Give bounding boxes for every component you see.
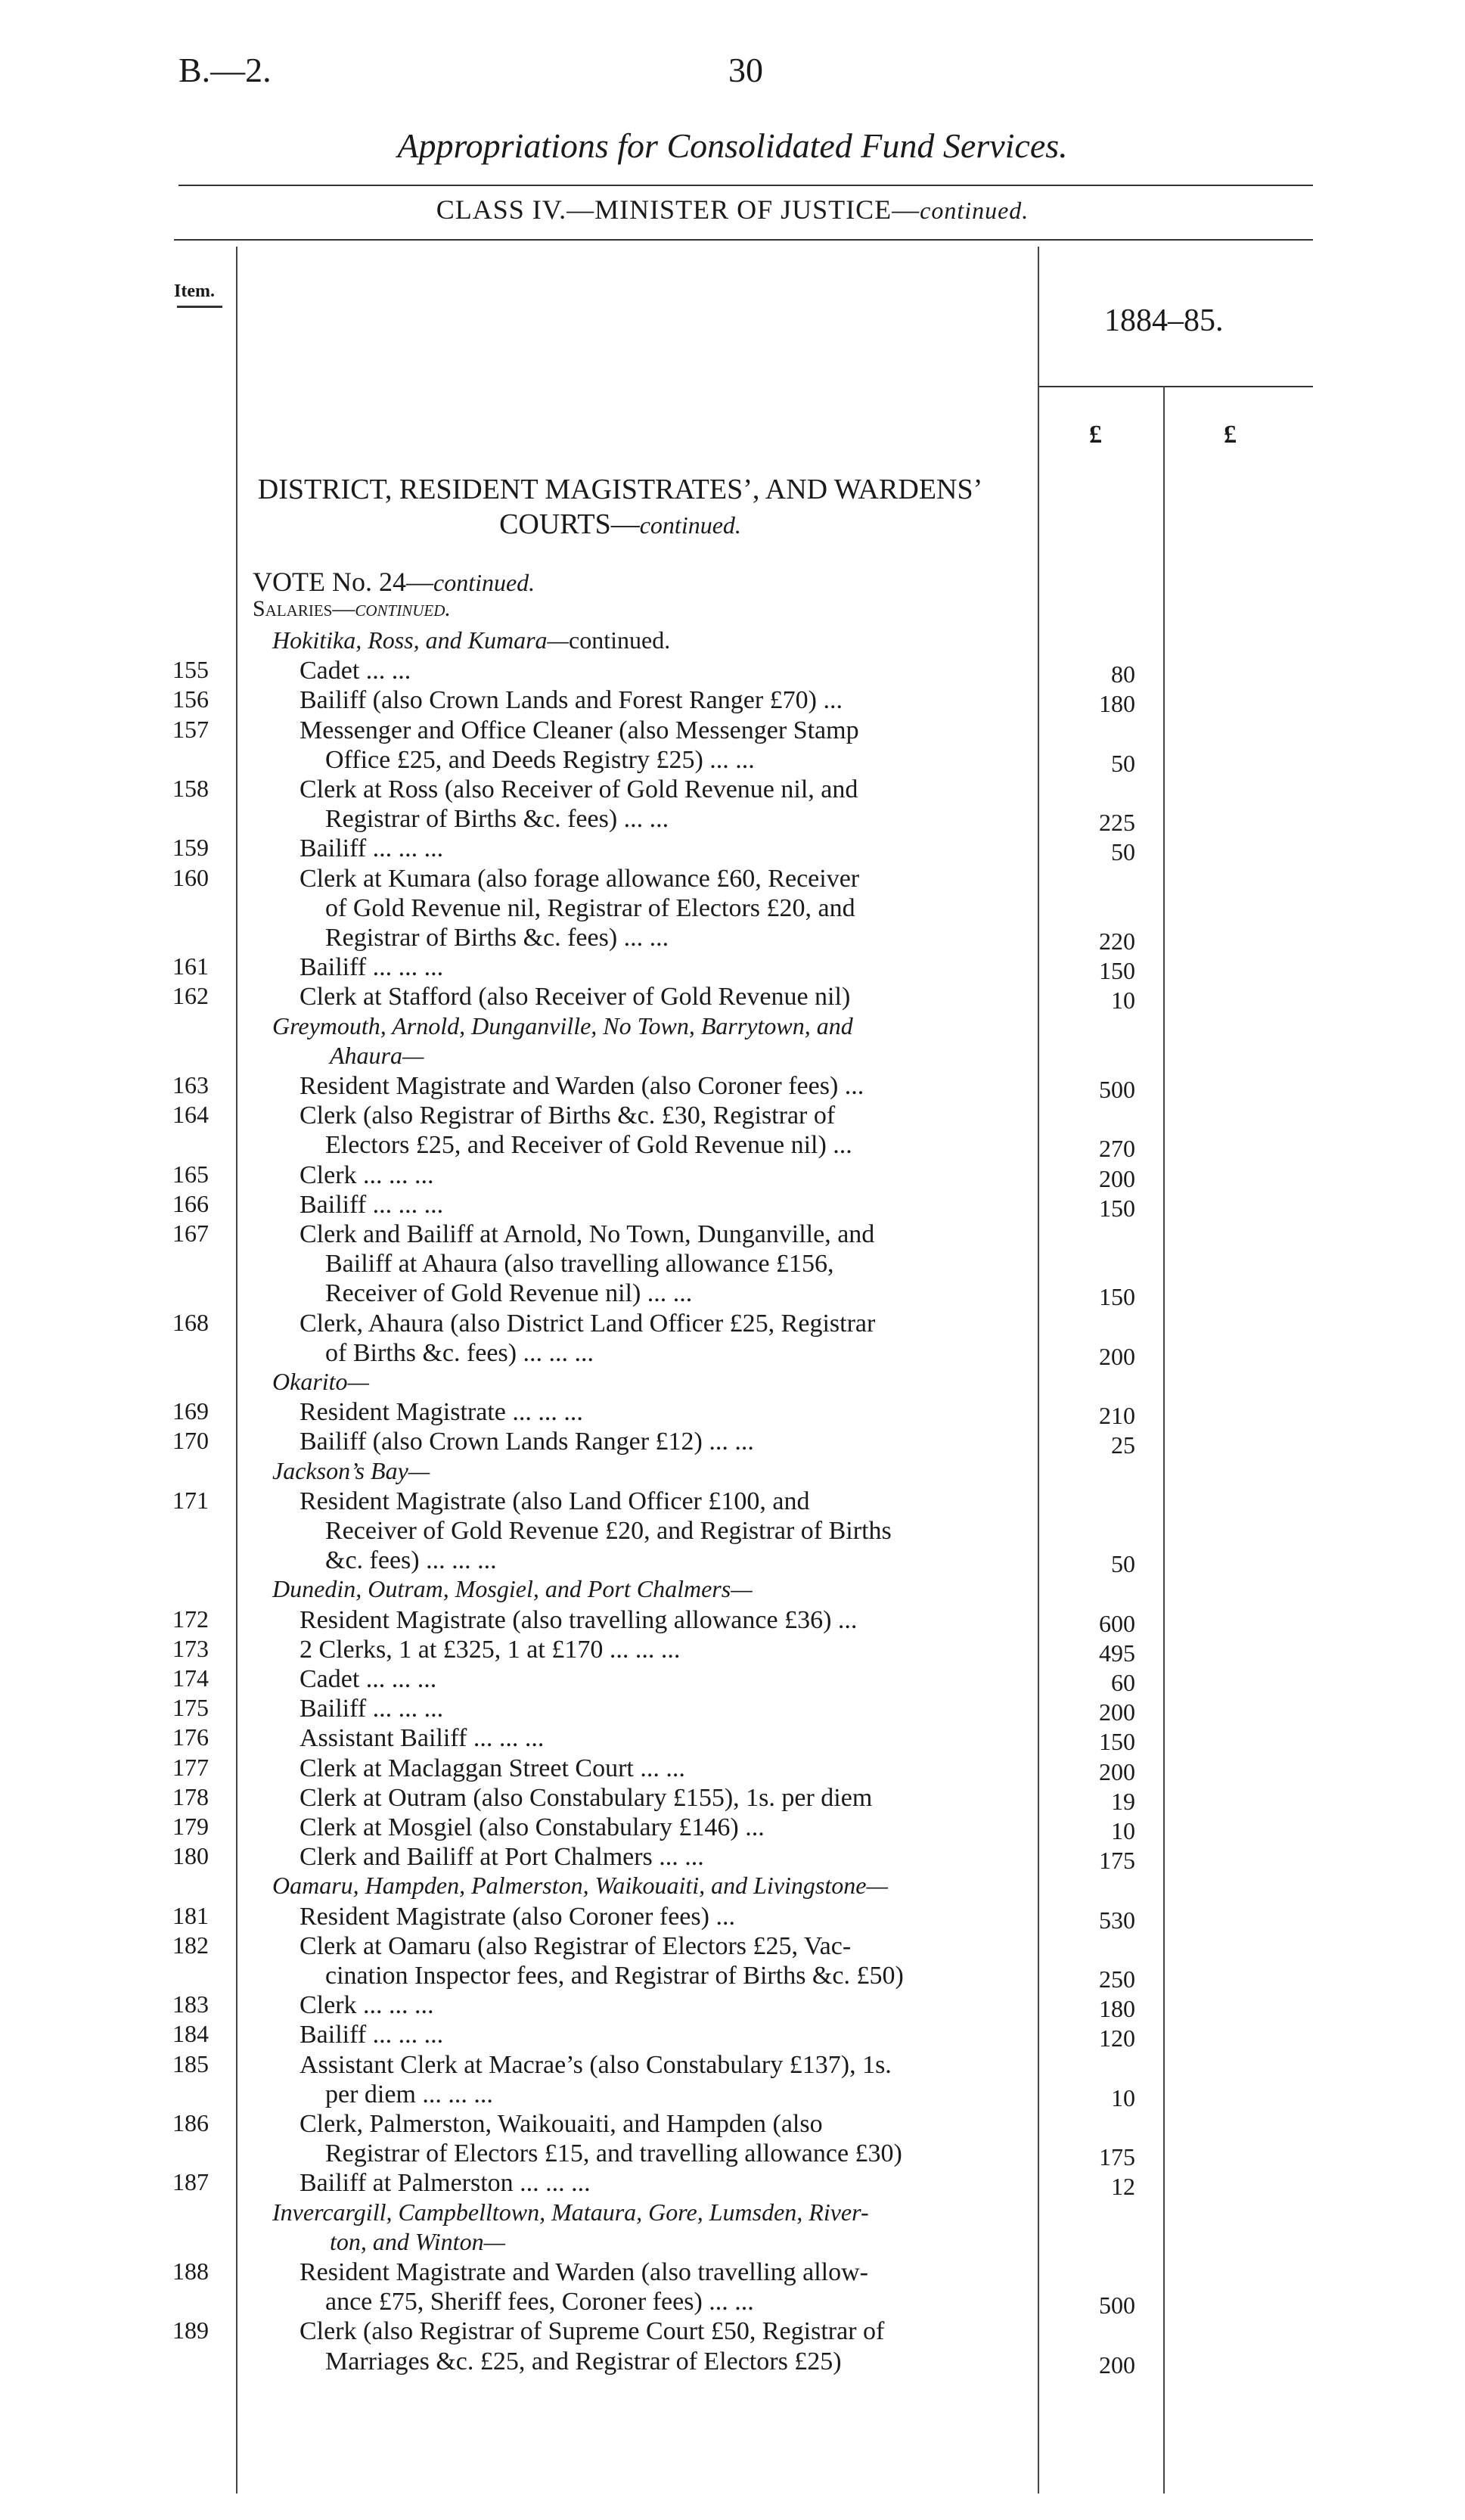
item-description: Clerk ... ... ... (300, 1991, 434, 2020)
place-name: Invercargill, Campbelltown, Mataura, Gore, Lumsden, River- (272, 2198, 869, 2226)
item-description: Clerk at Oamaru (also Registrar of Electors £25, Vac- (300, 1931, 852, 1960)
item-description: Registrar of Electors £15, and travelling allowance £30) (325, 2139, 902, 2168)
item-description: Bailiff ... ... ... (300, 953, 444, 982)
item-description: Clerk at Mosgiel (also Constabulary £146) ... (300, 1813, 765, 1841)
class-title (0, 194, 1465, 225)
item-number: 156 (172, 685, 209, 713)
item-number: 159 (172, 834, 209, 862)
place-suffix: continued. (569, 626, 671, 654)
place-name: Greymouth, Arnold, Dunganville, No Town, Barrytown, and (272, 1011, 853, 1039)
amount: 150 (1099, 1194, 1135, 1222)
amount: 12 (1111, 2173, 1135, 2201)
running-title: Appropriations for Consolidated Fund Services. (397, 126, 1068, 165)
item-description: Bailiff at Palmerston ... ... ... (300, 2169, 591, 2198)
item-description: Clerk at Outram (also Constabulary £155), 1s. per diem (300, 1783, 873, 1812)
amount: 25 (1111, 1431, 1135, 1459)
place-heading (272, 1872, 888, 1900)
item-description: Clerk at Stafford (also Receiver of Gold Revenue nil) (300, 983, 851, 1011)
item-description: Electors £25, and Receiver of Gold Revenue nil) ... (325, 1131, 852, 1160)
item-number: 160 (172, 863, 209, 891)
item-description: Clerk, Ahaura (also District Land Officer £25, Registrar (300, 1309, 876, 1338)
amount: 150 (1099, 957, 1135, 985)
item-number: 170 (172, 1427, 209, 1455)
item-description: Bailiff ... ... ... (300, 2021, 444, 2049)
item-description: Assistant Clerk at Macrae’s (also Constabulary £137), 1s. (300, 2050, 892, 2079)
column-divider (1038, 247, 1039, 2494)
amount: 200 (1099, 1164, 1135, 1192)
item-description: Receiver of Gold Revenue nil) ... ... (325, 1279, 693, 1308)
item-description: Clerk ... ... ... (300, 1161, 434, 1189)
item-number: 186 (172, 2109, 209, 2136)
item-number: 162 (172, 982, 209, 1010)
item-number: 176 (172, 1723, 209, 1751)
divider (1039, 386, 1313, 387)
item-description: Clerk, Palmerston, Waikouaiti, and Hampden (also (300, 2110, 823, 2138)
amount: 175 (1099, 2143, 1135, 2171)
place-name: Dunedin, Outram, Mosgiel, and Port Chalmers— (272, 1575, 753, 1603)
item-number: 181 (172, 1901, 209, 1929)
place-heading (272, 1575, 753, 1603)
item-description: cination Inspector fees, and Registrar of Births &c. £50) (325, 1962, 904, 1990)
amount: 500 (1099, 1076, 1135, 1103)
section-title-main: DISTRICT, RESIDENT MAGISTRATES’, AND WARDENS’ COURTS— (257, 474, 983, 540)
amount: 50 (1111, 838, 1135, 866)
column-divider (236, 247, 237, 2494)
item-number: 157 (172, 715, 209, 743)
amount: 180 (1099, 690, 1135, 718)
item-number: 165 (172, 1160, 209, 1188)
page-number: 30 (728, 51, 763, 89)
item-description: of Gold Revenue nil, Registrar of Electors £20, and (325, 893, 855, 922)
item-description: Bailiff at Ahaura (also travelling allowance £156, (325, 1250, 834, 1279)
amount: 120 (1099, 2024, 1135, 2052)
salaries-line (253, 596, 451, 622)
item-number: 178 (172, 1782, 209, 1810)
item-description: per diem ... ... ... (325, 2080, 493, 2108)
amount: 50 (1111, 749, 1135, 777)
amount: 80 (1111, 660, 1135, 688)
item-description: Clerk and Bailiff at Port Chalmers ... ... (300, 1843, 704, 1872)
item-description: Cadet ... ... ... (300, 1665, 437, 1693)
item-description: Clerk at Ross (also Receiver of Gold Revenue nil, and (300, 775, 858, 803)
place-heading-continued: ton, and Winton— (330, 2227, 506, 2255)
amount: 495 (1099, 1639, 1135, 1667)
amount: 19 (1111, 1787, 1135, 1815)
item-number: 175 (172, 1694, 209, 1722)
item-description: Resident Magistrate ... ... ... (300, 1398, 583, 1427)
amount: 60 (1111, 1669, 1135, 1696)
amount: 500 (1099, 2292, 1135, 2320)
item-description: Bailiff ... ... ... (300, 1190, 444, 1219)
amount: 150 (1099, 1728, 1135, 1756)
item-description: Registrar of Births &c. fees) ... ... (325, 924, 669, 952)
item-description: Resident Magistrate (also Coroner fees) ... (300, 1902, 735, 1931)
item-description: Cadet ... ... (300, 657, 411, 685)
place-name: Oamaru, Hampden, Palmerston, Waikouaiti, and Livingstone— (272, 1872, 888, 1900)
place-heading (272, 1368, 369, 1396)
item-number: 187 (172, 2168, 209, 2196)
item-number: 166 (172, 1189, 209, 1217)
amount: 225 (1099, 809, 1135, 837)
item-description: Clerk (also Registrar of Supreme Court £50, Registrar of (300, 2317, 885, 2346)
item-description: Clerk and Bailiff at Arnold, No Town, Dunganville, and (300, 1220, 875, 1248)
amount: 250 (1099, 1965, 1135, 1993)
item-description: Bailiff (also Crown Lands Ranger £12) ... ... (300, 1428, 754, 1456)
item-description: &c. fees) ... ... ... (325, 1546, 497, 1575)
amount: 50 (1111, 1550, 1135, 1578)
divider (177, 306, 222, 308)
item-number: 189 (172, 2316, 209, 2344)
amount: 200 (1099, 1698, 1135, 1726)
amount: 530 (1099, 1906, 1135, 1934)
pound-symbol: £ (1224, 421, 1237, 449)
divider (178, 185, 1313, 186)
amount: 150 (1099, 1283, 1135, 1311)
place-name: Hokitika, Ross, and Kumara— (272, 626, 569, 654)
item-number: 173 (172, 1634, 209, 1662)
item-number: 185 (172, 2049, 209, 2077)
item-description: Resident Magistrate and Warden (also Coroner fees) ... (300, 1072, 864, 1100)
item-number: 158 (172, 775, 209, 802)
item-description: Resident Magistrate and Warden (also travelling allow- (300, 2258, 868, 2286)
vote-line (253, 566, 535, 598)
item-description: Bailiff (also Crown Lands and Forest Ranger £70) ... (300, 686, 843, 715)
place-heading (272, 2198, 869, 2226)
item-description: Resident Magistrate (also travelling allowance £36) ... (300, 1605, 858, 1634)
item-number: 161 (172, 952, 209, 980)
amount: 10 (1111, 1817, 1135, 1844)
section-title-suffix: continued. (639, 511, 741, 539)
amount: 270 (1099, 1135, 1135, 1163)
amount: 200 (1099, 1757, 1135, 1785)
amount: 200 (1099, 1342, 1135, 1370)
item-description: Registrar of Births &c. fees) ... ... (325, 805, 669, 834)
place-heading (272, 1012, 853, 1040)
item-number: 168 (172, 1308, 209, 1336)
item-number: 177 (172, 1753, 209, 1781)
salaries-suffix: continued. (355, 596, 451, 621)
class-title-suffix: continued. (920, 197, 1029, 224)
item-description: Bailiff ... ... ... (300, 1695, 444, 1723)
year-column-header: 1884–85. (1104, 303, 1224, 338)
item-description: Bailiff ... ... ... (300, 834, 444, 863)
item-number: 182 (172, 1931, 209, 1959)
item-description: Clerk at Maclaggan Street Court ... ... (300, 1754, 685, 1782)
item-number: 171 (172, 1486, 209, 1514)
item-number: 188 (172, 2257, 209, 2285)
item-number: 172 (172, 1605, 209, 1633)
amount: 200 (1099, 2351, 1135, 2379)
item-number: 169 (172, 1397, 209, 1425)
item-number: 180 (172, 1842, 209, 1870)
item-description: of Births &c. fees) ... ... ... (325, 1338, 594, 1367)
item-number: 167 (172, 1220, 209, 1247)
item-column-header: Item. (174, 281, 215, 301)
amount: 10 (1111, 2083, 1135, 2111)
place-name: Okarito— (272, 1368, 369, 1395)
vote-line-suffix: continued. (433, 569, 535, 596)
item-description: Clerk (also Registrar of Births &c. £30, Registrar of (300, 1102, 836, 1130)
place-heading (272, 626, 670, 654)
item-number: 164 (172, 1101, 209, 1129)
item-description: Receiver of Gold Revenue £20, and Registrar of Births (325, 1517, 892, 1545)
place-name: Jackson’s Bay— (272, 1456, 430, 1484)
item-number: 184 (172, 2020, 209, 2048)
item-description: Resident Magistrate (also Land Officer £100, and (300, 1487, 810, 1515)
item-number: 183 (172, 1990, 209, 2018)
item-description: ance £75, Sheriff fees, Coroner fees) ... ... (325, 2288, 754, 2316)
item-number: 174 (172, 1664, 209, 1692)
amount: 175 (1099, 1847, 1135, 1875)
amount: 600 (1099, 1609, 1135, 1637)
item-description: 2 Clerks, 1 at £325, 1 at £170 ... ... ... (300, 1635, 681, 1664)
salaries-main: Salaries— (253, 596, 355, 621)
vote-line-main: VOTE No. 24— (253, 567, 433, 597)
amount: 220 (1099, 928, 1135, 955)
pound-symbol: £ (1089, 421, 1102, 449)
item-description: Office £25, and Deeds Registry £25) ... ... (325, 745, 755, 774)
item-number: 179 (172, 1813, 209, 1840)
document-reference: B.—2. (178, 51, 272, 89)
section-title (227, 472, 1013, 542)
item-description: Assistant Bailiff ... ... ... (300, 1724, 545, 1753)
place-heading-continued: Ahaura— (330, 1041, 424, 1069)
item-description: Clerk at Kumara (also forage allowance £60, Receiver (300, 864, 860, 893)
amount: 10 (1111, 987, 1135, 1015)
class-title-main: CLASS IV.—MINISTER OF JUSTICE— (436, 194, 920, 225)
column-divider (1163, 386, 1165, 2494)
item-number: 155 (172, 656, 209, 684)
amount: 210 (1099, 1402, 1135, 1430)
item-description: Messenger and Office Cleaner (also Messenger Stamp (300, 716, 859, 744)
divider (174, 239, 1313, 241)
amount: 180 (1099, 1995, 1135, 2023)
item-description: Marriages &c. £25, and Registrar of Electors £25) (325, 2347, 842, 2376)
place-heading (272, 1457, 430, 1485)
item-number: 163 (172, 1071, 209, 1098)
